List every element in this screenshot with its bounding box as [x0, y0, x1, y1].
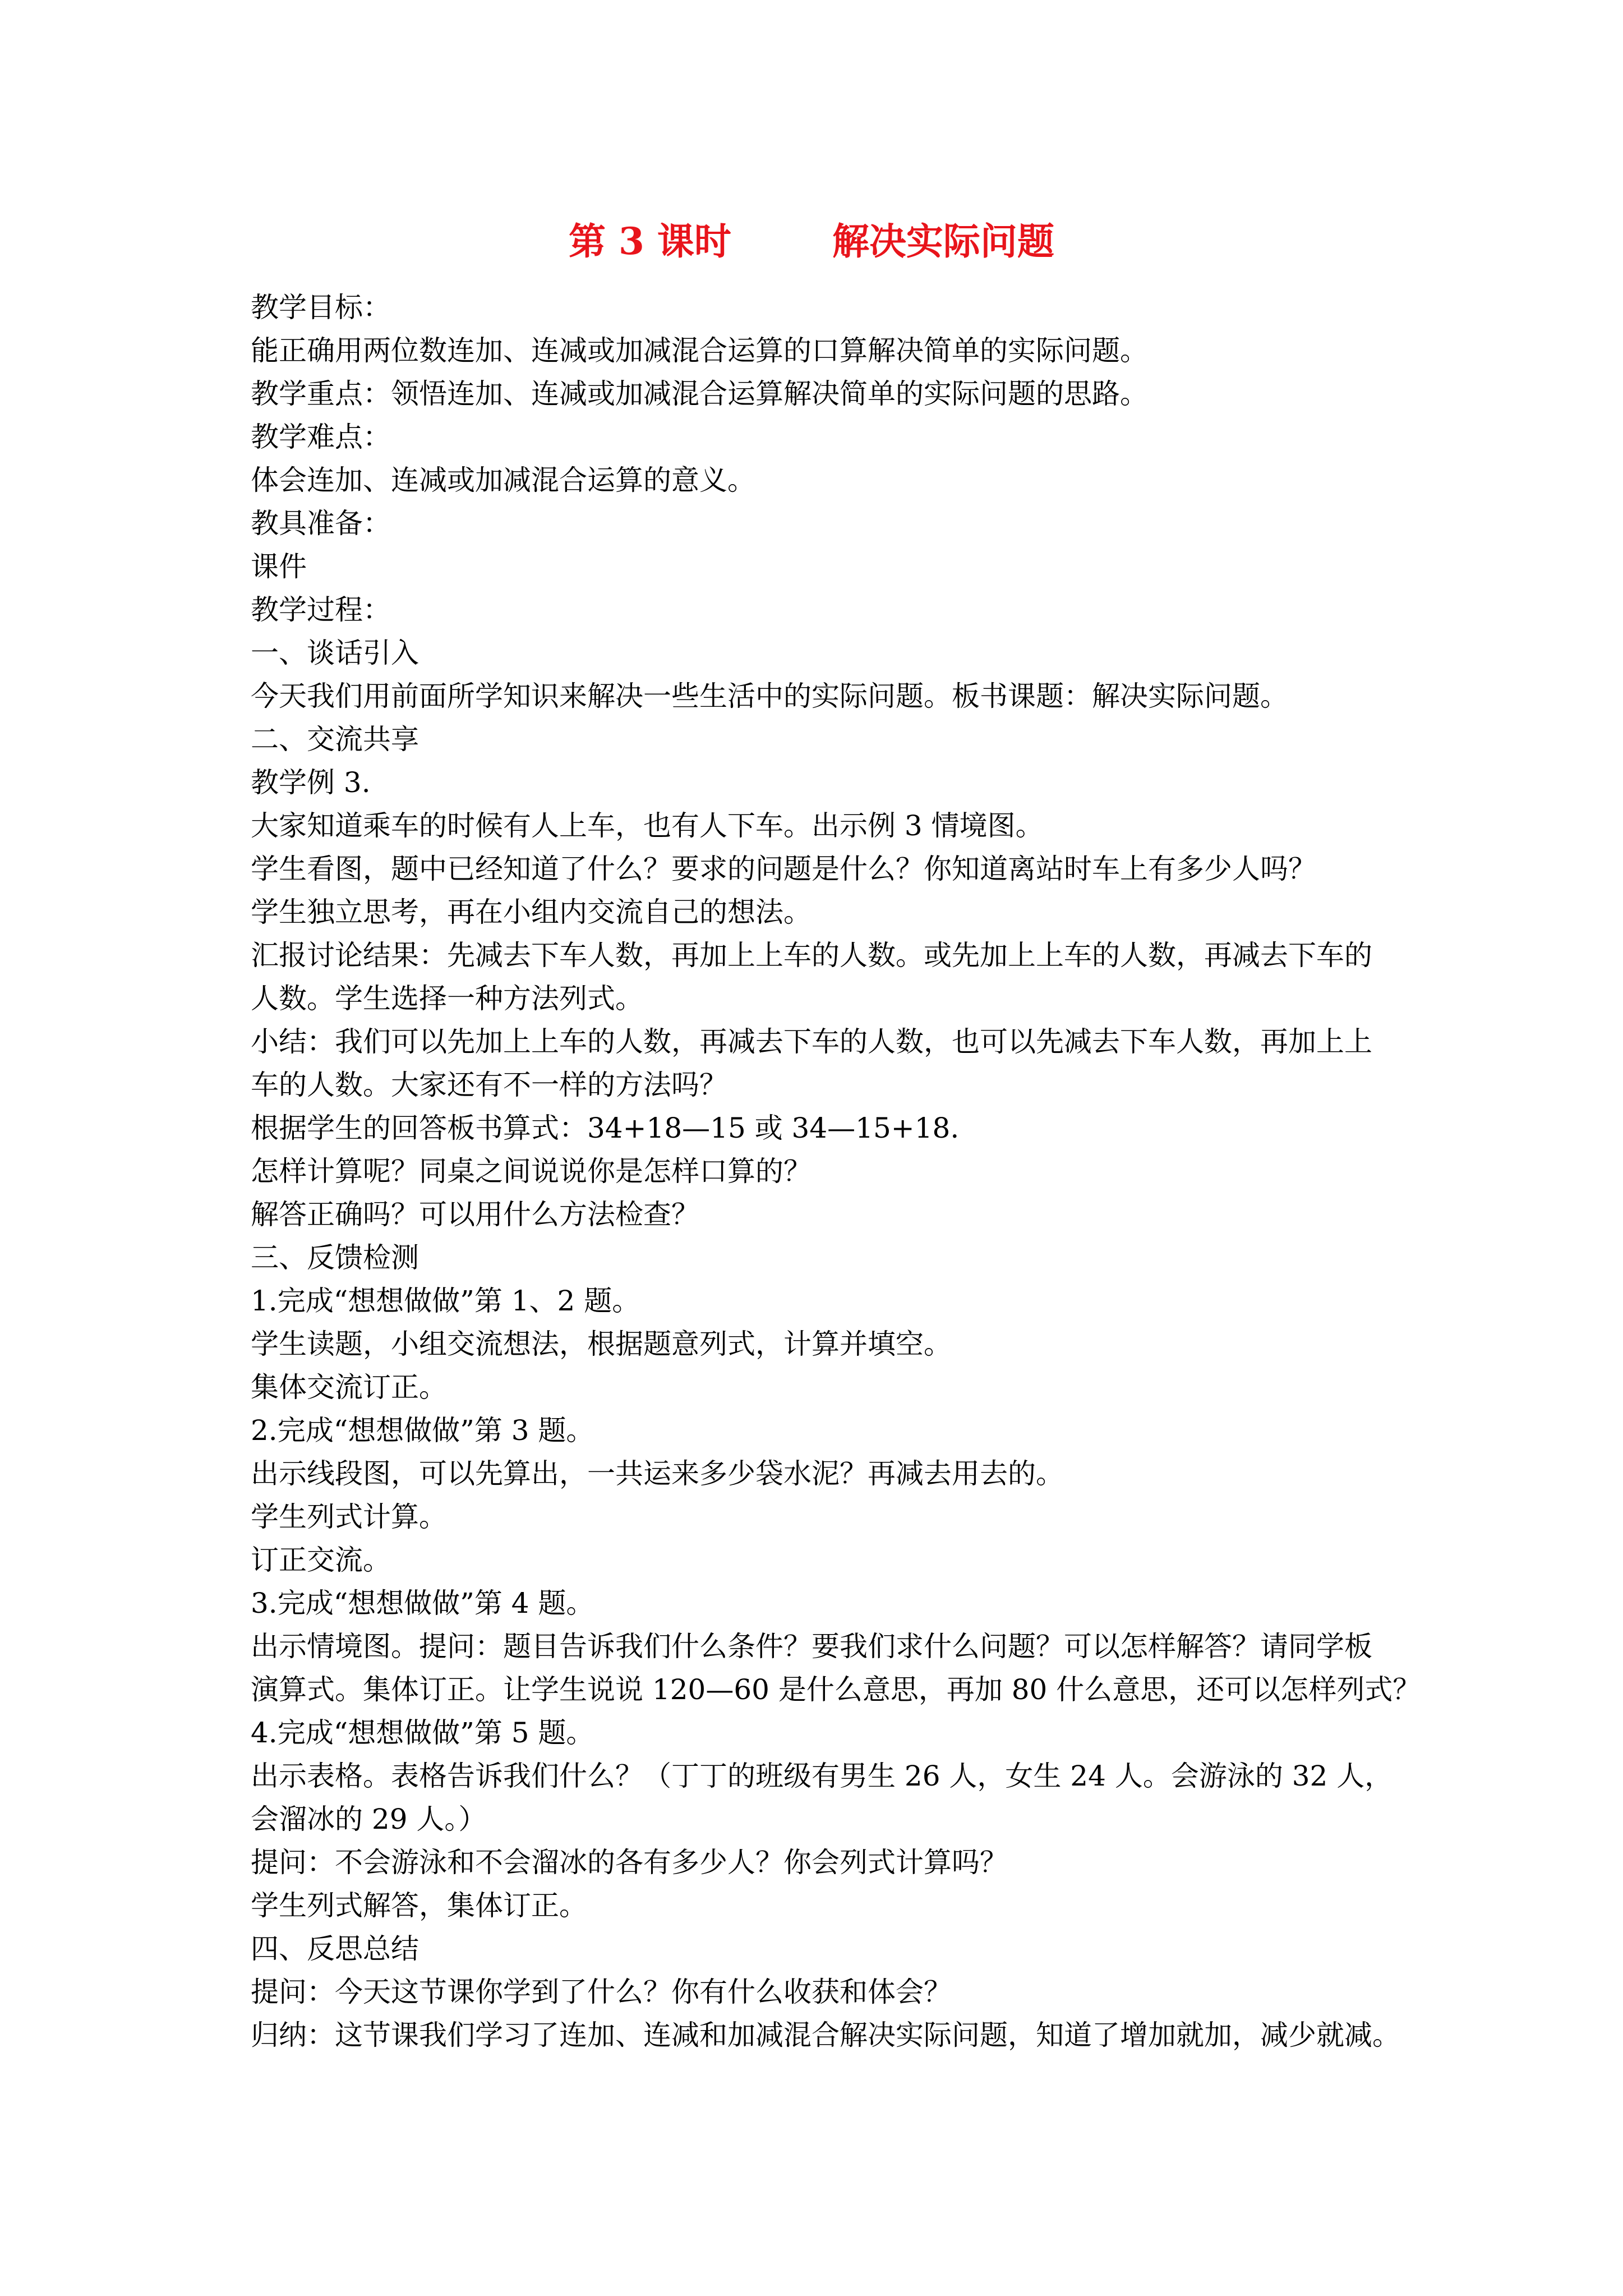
text-line: 订正交流。: [251, 1544, 391, 1576]
text-line: 学生看图，题中已经知道了什么？要求的问题是什么？你知道离站时车上有多少人吗？: [251, 853, 1316, 885]
text-line: 车的人数。大家还有不一样的方法吗？: [251, 1069, 727, 1101]
text-line: 集体交流订正。: [251, 1371, 447, 1404]
text-line: 演算式。集体订正。让学生说说 120—60 是什么意思，再加 80 什么意思，还可以怎样列式？: [251, 1673, 1421, 1706]
text-line: 出示线段图，可以先算出，一共运来多少袋水泥？再减去用去的。: [251, 1457, 1064, 1490]
text-line: 解答正确吗？可以用什么方法检查？: [251, 1198, 699, 1231]
text-line: 提问：不会游泳和不会溜冰的各有多少人？你会列式计算吗？: [251, 1846, 1008, 1879]
text-line: 一、谈话引入: [251, 637, 419, 669]
text-line: 会溜冰的 29 人。）: [251, 1803, 487, 1835]
text-line: 1.完成“想想做做”第 1、2 题。: [251, 1285, 640, 1317]
text-line: 教学重点：领悟连加、连减或加减混合运算解决简单的实际问题的思路。: [251, 378, 1148, 410]
text-line: 提问：今天这节课你学到了什么？你有什么收获和体会？: [251, 1976, 952, 2008]
text-line: 汇报讨论结果：先减去下车人数，再加上上车的人数。或先加上上车的人数，再减去下车的: [251, 939, 1372, 972]
lesson-number: 第 3 课时: [569, 219, 731, 263]
text-line: 教学目标：: [251, 291, 391, 324]
text-line: 归纳：这节课我们学习了连加、连减和加减混合解决实际问题，知道了增加就加，减少就减。: [251, 2019, 1400, 2051]
text-line: 体会连加、连减或加减混合运算的意义。: [251, 464, 755, 496]
text-line: 学生读题，小组交流想法，根据题意列式，计算并填空。: [251, 1328, 952, 1360]
text-line: 小结：我们可以先加上上车的人数，再减去下车的人数，也可以先减去下车人数，再加上上: [251, 1025, 1372, 1058]
lesson-topic: 解决实际问题: [832, 219, 1054, 263]
text-line: 二、交流共享: [251, 723, 419, 756]
text-line: 学生独立思考，再在小组内交流自己的想法。: [251, 896, 811, 928]
text-line: 出示情境图。提问：题目告诉我们什么条件？要我们求什么问题？可以怎样解答？请同学板: [251, 1630, 1372, 1663]
document-title: [0, 213, 1623, 269]
text-line: 学生列式解答，集体订正。: [251, 1889, 587, 1922]
text-line: 教学过程：: [251, 593, 391, 626]
text-line: 今天我们用前面所学知识来解决一些生活中的实际问题。板书课题：解决实际问题。: [251, 680, 1288, 712]
text-line: 能正确用两位数连加、连减或加减混合运算的口算解决简单的实际问题。: [251, 334, 1148, 367]
text-line: 出示表格。表格告诉我们什么？（丁丁的班级有男生 26 人，女生 24 人。会游泳的 32 人，: [251, 1760, 1393, 1792]
text-line: 课件: [251, 550, 307, 583]
text-line: 教学例 3.: [251, 766, 371, 799]
text-line: 教具准备：: [251, 507, 391, 540]
text-line: 教学难点：: [251, 421, 391, 453]
text-line: 根据学生的回答板书算式：34+18—15 或 34—15+18.: [251, 1112, 960, 1144]
text-line: 3.完成“想想做做”第 4 题。: [251, 1587, 594, 1619]
text-line: 三、反馈检测: [251, 1241, 419, 1274]
text-line: 四、反思总结: [251, 1932, 419, 1965]
document-body: [251, 286, 1421, 2057]
text-line: 人数。学生选择一种方法列式。: [251, 982, 643, 1015]
text-line: 2.完成“想想做做”第 3 题。: [251, 1414, 594, 1447]
text-line: 怎样计算呢？同桌之间说说你是怎样口算的？: [251, 1155, 811, 1188]
text-line: 4.完成“想想做做”第 5 题。: [251, 1717, 594, 1749]
text-line: 学生列式计算。: [251, 1501, 447, 1533]
text-line: 大家知道乘车的时候有人上车，也有人下车。出示例 3 情境图。: [251, 809, 1044, 842]
